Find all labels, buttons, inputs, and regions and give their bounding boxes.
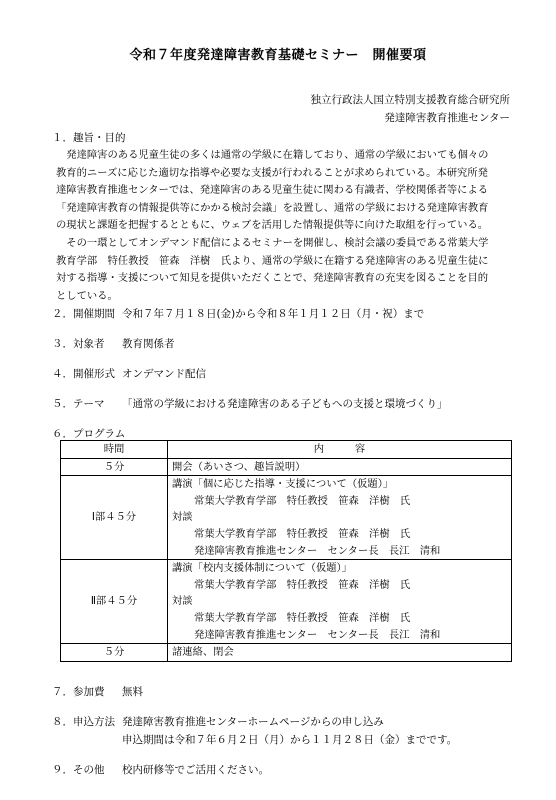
paragraph-line: 「発達障害教育の情報提供等にかかる検討会議」を設置し、通常の学級における発達障害教育 [56, 201, 489, 214]
paragraph-line: 教育学部 特任教授 笹森 洋樹 氏より、通常の学級に在籍する発達障害のある児童生徒に [56, 254, 489, 267]
document-title: 令和７年度発達障害教育基礎セミナー 開催要項 [129, 48, 427, 63]
program-line: 講演「個に応じた指導・支援について（仮題）」 [172, 478, 394, 491]
table-row [61, 644, 512, 662]
section-label: ９．その他 [52, 764, 105, 776]
row-content [168, 560, 512, 644]
section-format [52, 366, 206, 381]
period-value: 令和７年７月１８日(金)から令和８年１月１２日（月・祝）まで [122, 308, 425, 320]
program-line: 常葉大学教育学部 特任教授 笹森 洋樹 氏 [194, 578, 411, 591]
row-time: Ⅰ部４５分 [61, 476, 168, 560]
section-purpose-heading [52, 130, 126, 145]
section-audience [52, 336, 175, 351]
program-line: 対談 [172, 595, 193, 608]
application-method: 発達障害教育推進センターホームページからの申し込み [122, 716, 384, 728]
paragraph-line: 達障害教育推進センターでは、発達障害のある児童生徒に関わる有識者、学校関係者等による [56, 184, 489, 197]
table-row [61, 458, 512, 476]
section-application [52, 714, 458, 746]
row-content [168, 476, 512, 560]
paragraph-line: としている。 [56, 289, 118, 302]
header-time: 時間 [61, 441, 168, 459]
section-label: ７．参加費 [52, 686, 105, 698]
section-fee [52, 684, 143, 699]
section-theme [52, 396, 448, 411]
section-label: ８．申込方法 [52, 716, 115, 728]
purpose-paragraph [56, 147, 512, 305]
section-period [52, 306, 425, 321]
program-line: 対談 [172, 511, 193, 524]
paragraph-line: 発達障害のある児童生徒の多くは通常の学級に在籍しており、通常の学級においても個々の [56, 149, 489, 161]
audience-value: 教育関係者 [122, 338, 175, 350]
row-time: Ⅱ部４５分 [61, 560, 168, 644]
paragraph-line: の現状と課題を把握するとともに、ウェブを活用した情報提供等に向けた取組を行っている。 [56, 219, 489, 232]
paragraph-line: 対する指導・支援について知見を提供いただくことで、発達障害教育の充実を図ることを目的 [56, 272, 489, 285]
section-label: １．趣旨・目的 [52, 132, 126, 144]
other-value: 校内研修等でご活用ください。 [122, 764, 269, 776]
program-table [60, 440, 512, 662]
section-program [52, 426, 125, 441]
organizer-center: 発達障害教育推進センター [384, 112, 510, 124]
section-other [52, 762, 269, 777]
section-label: ２．開催期間 [52, 308, 115, 320]
theme-value: 「通常の学級における発達障害のある子どもへの支援と環境づくり」 [122, 398, 448, 410]
format-value: オンデマンド配信 [122, 368, 206, 380]
organizer-name: 独立行政法人国立特別支援教育総合研究所 [310, 94, 510, 106]
paragraph-line: 教育的ニーズに応じた適切な指導や必要な支援が行われることが求められている。本研究所発 [56, 166, 488, 179]
header-content: 内 容 [168, 441, 512, 459]
row-content: 諸連絡、閉会 [168, 644, 512, 662]
section-label: ３．対象者 [52, 338, 105, 350]
row-content: 開会（あいさつ、趣旨説明） [168, 458, 512, 476]
table-header-row [61, 441, 512, 459]
section-label: ５．テーマ [52, 398, 105, 410]
fee-value: 無料 [122, 686, 143, 698]
paragraph-line: その一環としてオンデマンド配信によるセミナーを開催し、検討会議の委員である常葉大学 [56, 236, 489, 249]
program-line: 講演「校内支援体制について（仮題）」 [172, 562, 352, 575]
program-line: 発達障害教育推進センター センター長 長江 清和 [194, 628, 441, 641]
application-period: 申込期間は令和７年６月２日（月）から１１月２８日（金）までです。 [122, 734, 458, 746]
section-label: ４．開催形式 [52, 368, 115, 380]
table-row [61, 560, 512, 644]
program-line: 発達障害教育推進センター センター長 長江 清和 [194, 544, 441, 557]
section-label: ６．プログラム [52, 428, 126, 440]
table-row [61, 476, 512, 560]
program-line: 常葉大学教育学部 特任教授 笹森 洋樹 氏 [194, 527, 411, 540]
program-line: 常葉大学教育学部 特任教授 笹森 洋樹 氏 [194, 611, 411, 624]
program-line: 常葉大学教育学部 特任教授 笹森 洋樹 氏 [194, 494, 411, 507]
row-time: ５分 [61, 644, 168, 662]
row-time: ５分 [61, 458, 168, 476]
